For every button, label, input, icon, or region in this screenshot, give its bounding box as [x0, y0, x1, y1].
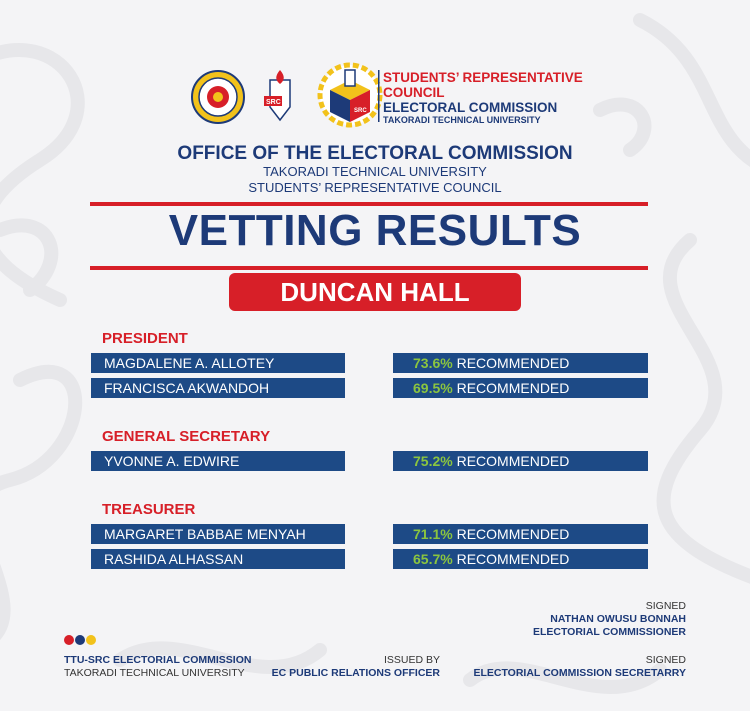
src-logo — [264, 70, 290, 120]
main-title: VETTING RESULTS — [168, 206, 582, 255]
svg-text:SRC: SRC — [266, 99, 281, 106]
section-title-president: PRESIDENT — [102, 330, 188, 347]
candidate-result — [393, 451, 648, 471]
ttu-crest-logo — [192, 71, 244, 123]
signer-role: ELECTORIAL COMMISSIONER — [532, 626, 686, 638]
result-percent: 75.2% — [413, 453, 453, 469]
candidate-result — [393, 353, 648, 373]
signed-label-2: SIGNED — [645, 654, 686, 666]
section-title-treasurer: TREASURER — [102, 501, 196, 518]
commission-name: ELECTORAL COMMISSION — [383, 100, 558, 115]
divider-bottom — [90, 266, 648, 270]
signer-name: NATHAN OWUSU BONNAH — [550, 613, 686, 625]
result-status: RECOMMENDED — [456, 355, 570, 371]
src-name: STUDENTS’ REPRESENTATIVE COUNCIL — [383, 70, 583, 100]
signed-label-1: SIGNED — [645, 600, 686, 612]
issued-by-label: ISSUED BY — [383, 654, 440, 666]
result-percent: 73.6% — [413, 355, 453, 371]
hall-badge: DUNCAN HALL — [229, 273, 521, 311]
result-status: RECOMMENDED — [456, 380, 570, 396]
svg-text:SRC: SRC — [354, 108, 367, 114]
secretary-title: ELECTORIAL COMMISSION SECRETARRY — [473, 667, 686, 679]
result-percent: 71.1% — [413, 526, 453, 542]
office-subtitle-2: STUDENTS’ REPRESENTATIVE COUNCIL — [248, 180, 502, 195]
result-status: RECOMMENDED — [456, 453, 570, 469]
university-name: TAKORADI TECHNICAL UNIVERSITY — [383, 115, 541, 125]
result-percent: 69.5% — [413, 380, 453, 396]
result-percent: 65.7% — [413, 551, 453, 567]
section-title-general-secretary: GENERAL SECRETARY — [102, 428, 271, 445]
candidate-result — [393, 549, 648, 569]
candidate-name: RASHIDA ALHASSAN — [91, 549, 345, 569]
candidate-result — [393, 524, 648, 544]
ballot-box-logo — [320, 65, 380, 125]
logo-text-block — [383, 70, 583, 126]
result-status: RECOMMENDED — [456, 526, 570, 542]
result-status: RECOMMENDED — [456, 551, 570, 567]
candidate-name: MAGDALENE A. ALLOTEY — [91, 353, 345, 373]
candidate-name: FRANCISCA AKWANDOH — [91, 378, 345, 398]
footer-org: TTU-SRC ELECTORIAL COMMISSION — [64, 654, 252, 666]
candidate-result — [393, 378, 648, 398]
office-title: OFFICE OF THE ELECTORAL COMMISSION — [177, 143, 573, 164]
candidate-name: MARGARET BABBAE MENYAH — [91, 524, 345, 544]
office-subtitle-1: TAKORADI TECHNICAL UNIVERSITY — [263, 164, 487, 179]
candidate-name: YVONNE A. EDWIRE — [91, 451, 345, 471]
footer-org-sub: TAKORADI TECHNICAL UNIVERSITY — [64, 667, 245, 679]
issuer-name: EC PUBLIC RELATIONS OFFICER — [271, 667, 440, 679]
